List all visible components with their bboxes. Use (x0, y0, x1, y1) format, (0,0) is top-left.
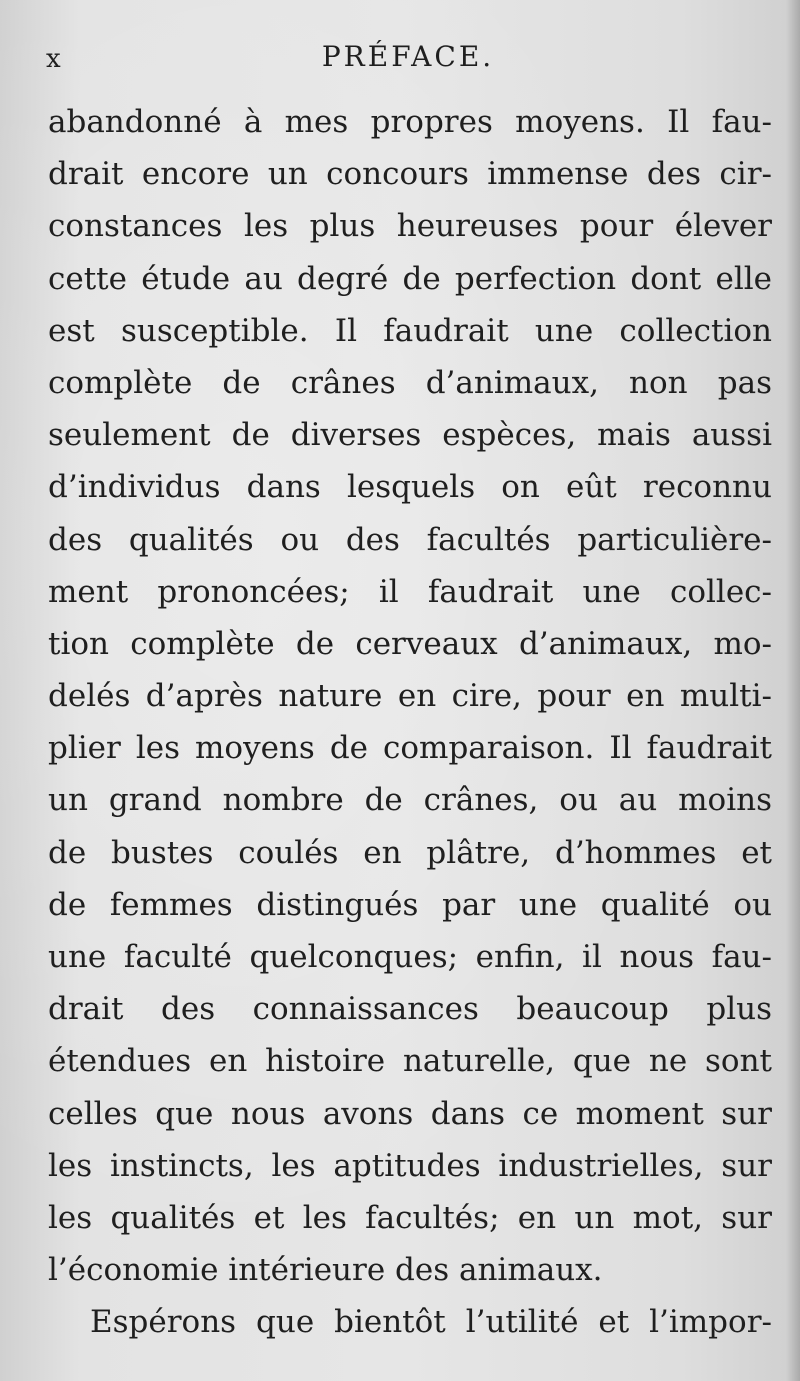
text-line: est susceptible. Il faudrait une collection (48, 312, 772, 349)
text-line: étendues en histoire naturelle, que ne sont (48, 1043, 772, 1080)
text-line: une faculté quelconques; enfin, il nous fau- (48, 939, 772, 975)
text-line: un grand nombre de crânes, ou au moins (48, 782, 772, 819)
text-line: drait encore un concours immense des cir- (48, 156, 772, 193)
running-head (46, 40, 770, 84)
paragraph-last-line: l’économie intérieure des animaux. (48, 1252, 603, 1289)
paragraph-first-line: Espérons que bientôt l’utilité et l’impor- (90, 1304, 772, 1341)
text-line: drait des connaissances beaucoup plus (48, 991, 772, 1028)
text-line: ment prononcées; il faudrait une collec- (48, 573, 772, 610)
text-line: celles que nous avons dans ce moment sur (48, 1095, 772, 1132)
text-line: des qualités ou des facultés particulière- (48, 521, 772, 558)
text-line: de bustes coulés en plâtre, d’hommes et (48, 834, 772, 871)
text-line: plier les moyens de comparaison. Il faudrait (48, 730, 772, 767)
text-line: cette étude au degré de perfection dont elle (48, 260, 772, 297)
text-line: les instincts, les aptitudes industrielles, sur (48, 1147, 772, 1184)
text-line: constances les plus heureuses pour élever (48, 208, 772, 245)
text-line: delés d’après nature en cire, pour en multi- (48, 678, 772, 715)
page-number: x (46, 44, 62, 74)
text-line: les qualités et les facultés; en un mot, sur (48, 1199, 772, 1236)
text-line: complète de crânes d’animaux, non pas (48, 364, 772, 401)
text-line: abandonné à mes propres moyens. Il fau- (48, 104, 772, 140)
running-title: PRÉFACE. (321, 40, 495, 73)
body-text (48, 96, 772, 1349)
text-line: tion complète de cerveaux d’animaux, mo- (48, 625, 772, 662)
text-line: de femmes distingués par une qualité ou (48, 886, 772, 923)
text-line: seulement de diverses espèces, mais aussi (48, 417, 772, 454)
text-line: d’individus dans lesquels on eût reconnu (48, 469, 772, 506)
